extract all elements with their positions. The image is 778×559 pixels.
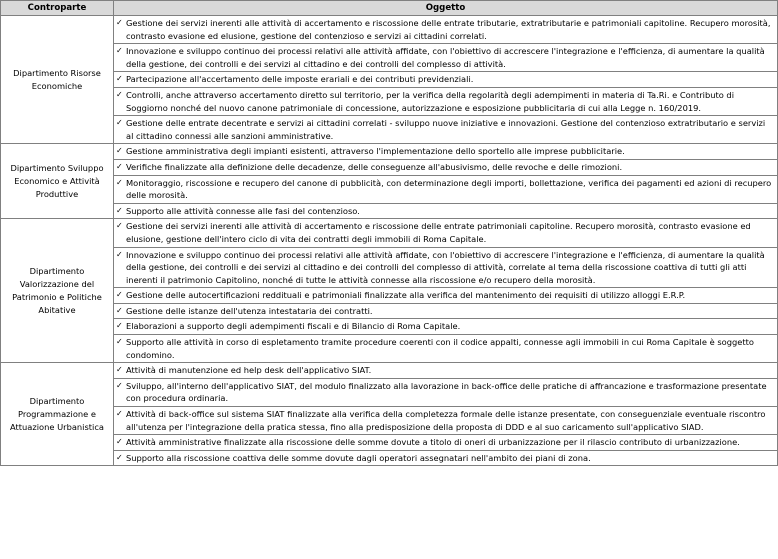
table-row bbox=[1, 407, 778, 435]
oggetto-item bbox=[114, 435, 778, 451]
table-row bbox=[1, 247, 778, 288]
checkmark-icon: ✓ bbox=[116, 437, 123, 447]
checkmark-icon: ✓ bbox=[116, 177, 123, 187]
oggetto-item bbox=[114, 303, 778, 319]
checkmark-icon: ✓ bbox=[116, 46, 123, 56]
oggetto-item bbox=[114, 450, 778, 466]
table-row bbox=[1, 159, 778, 175]
table-row bbox=[1, 44, 778, 72]
checkmark-icon: ✓ bbox=[116, 205, 123, 215]
oggetto-item bbox=[114, 159, 778, 175]
checkmark-icon: ✓ bbox=[116, 321, 123, 331]
controparte-cell: Dipartimento Risorse Economiche bbox=[1, 16, 114, 144]
oggetto-item bbox=[114, 335, 778, 363]
checkmark-icon: ✓ bbox=[116, 452, 123, 462]
table-row bbox=[1, 144, 778, 160]
checkmark-icon: ✓ bbox=[116, 221, 123, 231]
oggetto-item bbox=[114, 319, 778, 335]
table-row bbox=[1, 450, 778, 466]
controparte-cell: Dipartimento Programmazione e Attuazione Urbanistica bbox=[1, 363, 114, 466]
oggetto-item bbox=[114, 16, 778, 44]
checkmark-icon: ✓ bbox=[116, 161, 123, 171]
table-row bbox=[1, 363, 778, 379]
table-body bbox=[1, 16, 778, 466]
table-row bbox=[1, 87, 778, 115]
oggetto-item-text: Controlli, anche attraverso accertamento diretto sul territorio, per la verifica della regolarità degli adempimenti in materia di Ta.Ri. e Contributo di Soggiorno nonché del nuovo canone patrimoniale di concessione, autorizzazione e esposizione pubblicitaria di cui alla Legge n. 160/2019. bbox=[126, 89, 735, 113]
oggetto-item-text: Innovazione e sviluppo continuo dei processi relativi alle attività affidate, con l'obiettivo di accrescere l'integrazione e l'efficienza, di aumentare la qualità della gestione, dei controlli e dei servizi al cittadino e dei controlli del complesso di attività, correlate al tema della riscossione coattiva di tutti gli atti inerenti il patrimonio Capitolino, nonché di tutte le attività connesse alla riscossione e/o recupero della morosità. bbox=[126, 249, 765, 285]
oggetto-item-text: Gestione delle autocertificazioni reddituali e patrimoniali finalizzate alla verifica del mantenimento dei requisiti di utilizzo alloggi E.R.P. bbox=[126, 290, 686, 301]
oggetto-item-text: Innovazione e sviluppo continuo dei processi relativi alle attività affidate, con l'obiettivo di accrescere l'integrazione e l'efficienza, di aumentare la qualità della gestione, dei controlli e dei servizi al cittadino e dei controlli del complesso di attività. bbox=[126, 46, 765, 69]
checkmark-icon: ✓ bbox=[116, 365, 123, 375]
controparte-cell: Dipartimento Valorizzazione del Patrimonio e Politiche Abitative bbox=[1, 219, 114, 363]
oggetto-item-text: Supporto alla riscossione coattiva delle somme dovute dagli operatori assegnatari nell'ambito dei piani di zona. bbox=[126, 452, 591, 463]
oggetto-item-text: Gestione delle entrate decentrate e servizi ai cittadini correlati - sviluppo nuove iniziative e innovazioni. Gestione del contenzioso extratributario e servizi al cittadino connessi alle sanzioni amministrative. bbox=[126, 118, 766, 141]
oggetto-item bbox=[114, 44, 778, 72]
oggetto-item bbox=[114, 144, 778, 160]
table-row bbox=[1, 116, 778, 144]
oggetto-item-text: Gestione dei servizi inerenti alle attività di accertamento e riscossione delle entrate patrimoniali capitoline. Recupero morosità, contrasto evasione ed elusione, gestione dell'intero ciclo di vita dei contratti degli immobili di Roma Capitale. bbox=[126, 221, 751, 244]
column-header-controparte: Controparte bbox=[1, 1, 114, 16]
oggetto-item bbox=[114, 288, 778, 304]
oggetto-item-text: Verifiche finalizzate alla definizione delle decadenze, delle conseguenze all'abusivismo, delle revoche e delle rimozioni. bbox=[126, 161, 623, 172]
column-header-oggetto: Oggetto bbox=[114, 1, 778, 16]
checkmark-icon: ✓ bbox=[116, 18, 123, 27]
oggetto-item bbox=[114, 175, 778, 203]
oggetto-item bbox=[114, 203, 778, 219]
table-row bbox=[1, 175, 778, 203]
table-row bbox=[1, 435, 778, 451]
oggetto-item-text: Attività di back-office sul sistema SIAT finalizzate alla verifica della completezza formale delle istanze presentate, con conseguenziale eventuale riscontro all'utenza per l'integrazione della pratica stessa, fino alla predisposizione della proposta di DDD e al suo caricamento sull'applicativo SIAD. bbox=[126, 409, 766, 432]
checkmark-icon: ✓ bbox=[116, 305, 123, 315]
oggetto-item bbox=[114, 87, 778, 115]
table-row bbox=[1, 203, 778, 219]
oggetto-item bbox=[114, 407, 778, 435]
oggetto-item bbox=[114, 247, 778, 288]
checkmark-icon: ✓ bbox=[116, 290, 123, 300]
oggetto-item-text: Attività amministrative finalizzate alla riscossione delle somme dovute a titolo di oneri di urbanizzazione per il rilascio contributo di urbanizzazione. bbox=[126, 437, 740, 448]
oggetto-item-text: Gestione delle istanze dell'utenza intestataria dei contratti. bbox=[126, 305, 373, 316]
checkmark-icon: ✓ bbox=[116, 249, 123, 259]
table-row bbox=[1, 303, 778, 319]
table-row bbox=[1, 378, 778, 406]
table-row bbox=[1, 288, 778, 304]
oggetto-item-text: Supporto alle attività connesse alle fasi del contenzioso. bbox=[126, 205, 360, 216]
oggetto-item-text: Elaborazioni a supporto degli adempimenti fiscali e di Bilancio di Roma Capitale. bbox=[126, 321, 461, 332]
table-row bbox=[1, 219, 778, 247]
oggetto-item bbox=[114, 72, 778, 88]
table-row bbox=[1, 335, 778, 363]
checkmark-icon: ✓ bbox=[116, 380, 123, 390]
oggetto-item-text: Supporto alle attività in corso di espletamento tramite procedure coerenti con il codice appalti, connesse agli immobili in cui Roma Capitale è soggetto condomino. bbox=[126, 337, 754, 360]
oggetto-item bbox=[114, 116, 778, 144]
oggetto-item bbox=[114, 219, 778, 247]
table-row bbox=[1, 319, 778, 335]
table-row bbox=[1, 72, 778, 88]
checkmark-icon: ✓ bbox=[116, 118, 123, 128]
oggetto-item-text: Sviluppo, all'interno dell'applicativo SIAT, del modulo finalizzato alla lavorazione in back-office delle pratiche di affrancazione e trasformazione presentate con procedura ordinaria. bbox=[126, 380, 767, 404]
oggetto-item-text: Partecipazione all'accertamento delle imposte erariali e dei contributi previdenziali. bbox=[126, 74, 474, 85]
oggetto-item-text: Gestione dei servizi inerenti alle attività di accertamento e riscossione delle entrate tributarie, extratributarie e patrimoniali capitoline. Recupero morosità, contrasto evasione ed elusione, gestione del contenzioso e servizi ai cittadini correlati. bbox=[126, 18, 771, 41]
table-row bbox=[1, 16, 778, 44]
oggetto-item-text: Attività di manutenzione ed help desk dell'applicativo SIAT. bbox=[126, 365, 372, 376]
oggetto-item bbox=[114, 363, 778, 379]
controparte-cell: Dipartimento Sviluppo Economico e Attività Produttive bbox=[1, 144, 114, 219]
oggetto-item-text: Monitoraggio, riscossione e recupero del canone di pubblicità, con determinazione degli importi, bollettazione, verifica dei pagamenti ed azioni di recupero delle morosità. bbox=[126, 177, 772, 201]
checkmark-icon: ✓ bbox=[116, 409, 123, 419]
checkmark-icon: ✓ bbox=[116, 337, 123, 347]
checkmark-icon: ✓ bbox=[116, 146, 123, 156]
checkmark-icon: ✓ bbox=[116, 74, 123, 84]
oggetto-item bbox=[114, 378, 778, 406]
checkmark-icon: ✓ bbox=[116, 89, 123, 99]
oggetto-item-text: Gestione amministrativa degli impianti esistenti, attraverso l'implementazione dello sportello alle imprese pubblicitarie. bbox=[126, 146, 625, 157]
table-header-row bbox=[1, 1, 778, 16]
